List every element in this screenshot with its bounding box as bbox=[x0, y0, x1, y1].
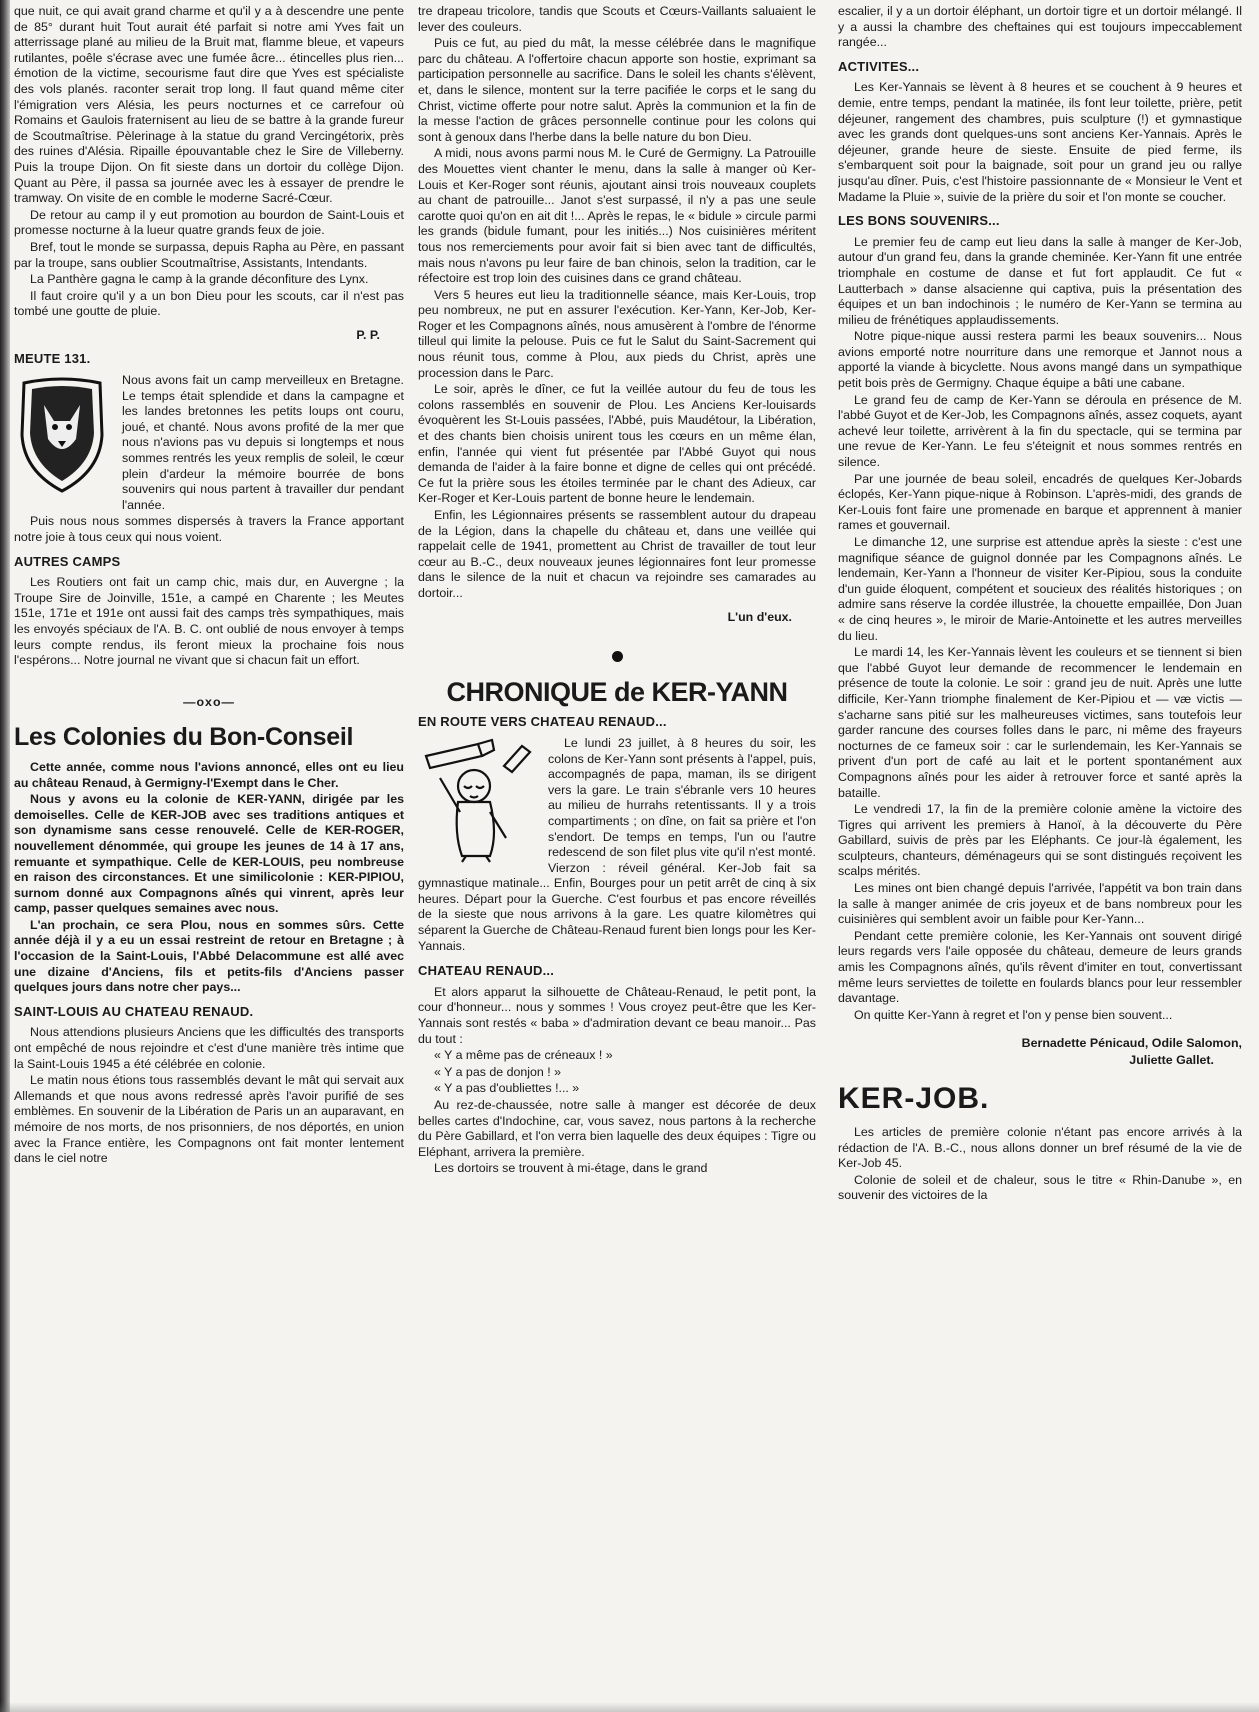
paragraph: Les articles de première colonie n'étant pas encore arrivés à la rédaction de l'A. B.-C., nous allons donner un bref résumé de la vie de Ker-Job 45. bbox=[838, 1125, 1242, 1171]
signature-line: Juliette Gallet. bbox=[1129, 1053, 1214, 1068]
paragraph: A midi, nous avons parmi nous M. le Curé de Germigny. La Patrouille des Mouettes vient chanter le menu, dans la salle à manger où Ker-Louis et Ker-Roger sont réunis, ajoutant ainsi trois nouveaux couplets au chant de patrouille... Janot s'est surpassé, il n'y a pas une seule carotte quoi qu'on en ait dit !... Après le repas, le « bidule » circule parmi les grands (bidule fumant, pour les initiés...) Nos cuisinières méritent tous nos remerciements pour avoir fait si bien avec tant de difficultés, mais nous n'avons pu leur faire de ban chinois, selon la tradition, car le réfectoire est trop loin des cuisines dans ce grand château. bbox=[418, 146, 816, 286]
paragraph: Les Routiers ont fait un camp chic, mais dur, en Auvergne ; la Troupe Sire de Joinville, 151e, a campé en Charente ; les Meutes 151e, 171e et 191e ont aussi fait des camps très sympathiques, mais les envoyés spéciaux de l'A. B. C. ont oublié de nous envoyer à temps leurs compte rendus, ils feront mieux la prochaine fois nous l'espérons... Notre journal ne vivant que si chacun fait un effort. bbox=[14, 575, 404, 668]
paragraph: Nous attendions plusieurs Anciens que les difficultés des transports ont empêché de nous rejoindre et c'est d'une manière très intime que la Saint-Louis 1945 a été célébrée en colonie. bbox=[14, 1025, 404, 1071]
paragraph: Le vendredi 17, la fin de la première colonie amène la victoire des Tigres qui arrivent les premiers à Hanoï, à la découverte du Père Gabillard, suivis de près par les Eléphants. Ce jour-là également, les sculpteurs, chanteurs, déménageurs qui se sont distingués reçoivent les scalps mérités. bbox=[838, 802, 1242, 879]
paragraph: Vers 5 heures eut lieu la traditionnelle séance, mais Ker-Louis, trop peu nombreux, ne put en assurer l'exécution. Ker-Yann, Ker-Job, Ker-Roger et les Compagnons aînés, nous amusèrent à l'ombre de l'énorme tilleul qui limite la pelouse. Puis ce fut le Salut du Saint-Sacrement qui nous réunit tous, comme à Plou, aux pieds du Christ, après une procession dans le Parc. bbox=[418, 287, 816, 380]
dot-icon bbox=[612, 651, 623, 662]
bullet-separator bbox=[418, 651, 816, 667]
paragraph: escalier, il y a un dortoir éléphant, un dortoir tigre et un dortoir mélangé. Il y a aussi la chambre des cheftaines qui est toujours impeccablement rangée... bbox=[838, 4, 1242, 50]
paragraph: Le grand feu de camp de Ker-Yann se déroula en présence de M. l'abbé Guyot et de Ker-Job, les Compagnons aînés, assez coquets, ayant achevé leur toilette, arrivèrent à la fin du spectacle, qui se termina par une revue de Ker-Yann. Le feu s'éteignit et nous sommes rentrés en silence. bbox=[838, 392, 1242, 470]
meute-article bbox=[14, 373, 404, 514]
column-3 bbox=[838, 4, 1242, 1704]
paragraph: Cette année, comme nous l'avions annoncé, elles ont eu lieu au château Renaud, à Germigny-l'Exempt dans le Cher. bbox=[14, 759, 404, 790]
article-title-ker-job: KER-JOB. bbox=[838, 1082, 990, 1116]
section-heading-saint-louis: SAINT-LOUIS AU CHATEAU RENAUD. bbox=[14, 1003, 254, 1019]
article-title-colonies: Les Colonies du Bon-Conseil bbox=[14, 723, 354, 752]
paragraph: que nuit, ce qui avait grand charme et qu'il y a à descendre une pente de 85° durant huit Tout aurait été parfait si notre ami Yves fait un atterrissage plané au milieu de la Bruit mat, flamme bleue, et vapeurs rutilantes, poêle s'écrase avec une fumée âcre... étincelles plus rien... émotion de la victime, secourisme faut dire que Yves est spécialiste des vols planés. raconter serait trop long. Il faut quand même citer l'émigration vers Alésia, les peurs nocturnes et ce carrefour où Romains et Gaulois fraternisent au lieu de se battre à la grande fureur de Scoutmaîtrise. Pèlerinage à la statue du grand Vercingétorix, près des ruines d'Alésia. Ripaille épouvantable chez le Sire de Villeberny. Puis la troupe Dijon. On fit sieste dans un dortoir du collège Dijon. Quant au Père, il passa sa journée avec les à essayer de prendre le tramway. On visite de en comble le moderne Sacré-Cœur. bbox=[14, 4, 404, 206]
section-heading-bons-souvenirs: LES BONS SOUVENIRS... bbox=[838, 213, 1000, 229]
paragraph: Enfin, les Légionnaires présents se rassemblent autour du drapeau de la Légion, dans la chapelle du château et, dans une veillée qui rappelait celle de 1941, promettent au Christ de travailler de tout leur cœur au B.-C., deux nouveaux jeunes légionnaires font leur promesse dans le silence de la nuit et chacun va rejoindre ses camarades au dortoir... bbox=[418, 508, 816, 600]
scan-bottom-shadow bbox=[0, 1702, 1259, 1712]
paragraph: On quitte Ker-Yann à regret et l'on y pense bien souvent... bbox=[854, 1007, 1173, 1022]
paragraph: Pendant cette première colonie, les Ker-Yannais ont souvent dirigé leurs regards vers l'aile opposée du château, demeure de leurs grands amis les Compagnons aînés, qu'ils rêvent d'imiter en tout, convertissant même leurs serviettes de toilette en foulards blancs pour leur ressembler davantage. bbox=[838, 928, 1242, 1006]
signature: L'un d'eux. bbox=[727, 609, 792, 624]
quote: « Y a pas d'oubliettes !... » bbox=[434, 1081, 580, 1096]
separator: —oxo— bbox=[183, 694, 235, 709]
paragraph: Les mines ont bien changé depuis l'arrivée, l'appétit va bon train dans la salle à manger animée de cris joyeux et de bans nombreux pour les cuisinières qui semblent avoir un faible pour Ker-Yann... bbox=[838, 881, 1242, 927]
paragraph: Puis ce fut, au pied du mât, la messe célébrée dans le magnifique parc du château. A l'offertoire chacun apporte son hostie, exprimant sa participation personnelle au sacrifice. Dans le soleil les chants s'élèvent, et, dans le silence, montent sur la terre pacifiée le corps et le sang du Christ, victime offerte pour notre salut. Après la communion et la fin de la messe l'action de grâces personnelle continue pour les colons qui sont à genoux dans l'herbe dans la belle nature du bon Dieu. bbox=[418, 36, 816, 144]
paragraph: Notre pique-nique aussi restera parmi les beaux souvenirs... Nous avions emporté notre nourriture dans une remorque et Jannot nous a apporté la viande à bicyclette. Nous avons mangé dans un sympathique petit bois près de Germigny. Chaque équipe a bâti une cabane. bbox=[838, 329, 1242, 391]
wolf-crest-emblem bbox=[14, 375, 110, 500]
paragraph: Bref, tout le monde se surpassa, depuis Rapha au Père, en passant par la troupe, sans oublier Scoutmaîtrise, Assistants, Intendants. bbox=[14, 239, 404, 270]
quote: « Y a même pas de créneaux ! » bbox=[434, 1048, 613, 1063]
section-heading-chateau: CHATEAU RENAUD... bbox=[418, 963, 555, 979]
paragraph: Le mardi 14, les Ker-Yannais lèvent les couleurs et se tiennent si bien que l'abbé Guyot leur demande de recommencer le lendemain en présence de toute la colonie. Le soir : grand jeu de nuit. Après une lutte difficile, Ker-Yann triomphe finalement de Ker-Pipiou et — væ victis — s'acharne sans pitié sur les malheureuses victimes, sans toutefois leur garder rancune des courses folles dans le parc, ni même des frayeurs nocturnes de ce fameux soir : car le surlendemain, les Ker-Yannais se privent d'un port de café au lait et le portent spontanément aux Compagnons aînés pour les aider à retrouver force et santé après la bataille. bbox=[838, 645, 1242, 800]
paragraph: De retour au camp il y eut promotion au bourdon de Saint-Louis et promesse nocturne à la lueur quatre grands feux de joie. bbox=[14, 207, 404, 238]
route-article bbox=[418, 736, 816, 955]
paragraph: Colonie de soleil et de chaleur, sous le titre « Rhin-Danube », en souvenir des victoires de la bbox=[838, 1172, 1242, 1203]
paragraph: Le soir, après le dîner, ce fut la veillée autour du feu de tous les colons rassemblés en souvenir de Plou. Les Anciens Ker-louisards évoquèrent les St-Louis passées, l'Abbé, puis Maudétour, la Libération, et des chants bien choisis unirent tous les cœurs en un même élan, enfin, l'année qui vient fut présentée par l'Abbé Guyot qui nous demanda de l'aider à la faire bonne et digne de celles qui ont précédé. Ce fut la prière sous les étoiles terminée par le chant des Adieux, car Ker-Roger et Ker-Louis partent de bonne heure le lendemain. bbox=[418, 382, 816, 506]
section-heading-route: EN ROUTE VERS CHATEAU RENAUD... bbox=[418, 714, 667, 730]
signature-line: Bernadette Pénicaud, Odile Salomon, bbox=[1021, 1036, 1242, 1051]
paragraph: Le dimanche 12, une surprise est attendue après la sieste : c'est une magnifique séance de guignol donnée par les Compagnons aînés. Le lendemain, Ker-Yann a l'honneur de visiter Ker-Pipiou, sous la conduite d'un guide éloquent, compétent et soucieux des réalités historiques ; on admire sans réserve la cordée illustrée, la chouette empaillée, Don Juan « de cinq heures », le miroir de Marie-Antoinette et les autres merveilles du lieu. bbox=[838, 535, 1242, 643]
signature-block bbox=[838, 1035, 1242, 1069]
paragraph: Et alors apparut la silhouette de Château-Renaud, le petit pont, la cour d'honneur... nous y sommes ! Vous croyez peut-être que les Ker-Yannais sont restés « baba » d'admiration devant ce beau manoir... Pas du tout : bbox=[418, 984, 816, 1046]
paragraph: La Panthère gagna le camp à la grande déconfiture des Lynx. bbox=[30, 272, 369, 287]
paragraph: Le lundi 23 juillet, à 8 heures du soir, les colons de Ker-Yann sont présents à l'appel, puis, accompagnés de papa, maman, ils se dirigent vers la gare. Le train s'ébranle vers 10 heures au milieu de hurrahs retentissants. Il y a trois compartiments ; on dîne, on fait sa prière et l'on s'endort. De temps en temps, l'un ou l'autre redescend de son filet plus vite qu'il n'est monté. Vierzon : réveil général. Ker-Job fait sa gymnastique matinale... Enfin, Bourges pour un petit arrêt de cinq à six heures. Départ pour la Guerche. C'est fourbus et pas encore réveillés de la sieste que nous arrivons à la gare. Les quatre kilomètres qui séparent la Guerche de Château-Renaud furent bien longs pour les Ker-Yannais. bbox=[418, 735, 816, 953]
column-1 bbox=[14, 4, 404, 1704]
boy-with-bottle-illustration bbox=[418, 738, 536, 869]
paragraph: Nous avons fait un camp merveilleux en Bretagne. Le temps était splendide et dans la campagne et les landes bretonnes les petits loups ont couru, joué, et chanté. Nous avons profité de la mer que nous n'avions pas vu depuis si longtemps et nous sommes rentrés les yeux remplis de soleil, le cœur plein d'ardeur la mémoire bourrée de bons souvenirs qui nous partent à travailler dur pendant l'année. bbox=[122, 373, 404, 512]
section-heading-meute: MEUTE 131. bbox=[14, 351, 91, 367]
section-heading-autres-camps: AUTRES CAMPS bbox=[14, 553, 121, 569]
section-heading-activites: ACTIVITES... bbox=[838, 58, 920, 74]
paragraph: Par une journée de beau soleil, encadrés de quelques Ker-Jobards éclopés, Ker-Yann pique-nique à Robinson. L'après-midi, des grands de Ker-Louis font faire une promenade en barque et apprennent à manier rames et gouvernail. bbox=[838, 471, 1242, 533]
article-title-chronique: CHRONIQUE de KER-YANN bbox=[446, 676, 788, 707]
paragraph: Le matin nous étions tous rassemblés devant le mât qui servait aux Allemands et que nous avons redressé après l'avoir purifié de ses emblèmes. En souvenir de la Libération de Paris un an auparavant, en mémoire de nos morts, de nos prisonniers, de nos déportés, en union avec la France entière, les Compagnons ont fait monter lentement dans le ciel notre bbox=[14, 1073, 404, 1166]
paragraph: tre drapeau tricolore, tandis que Scouts et Cœurs-Vaillants saluaient le lever des couleurs. bbox=[418, 4, 816, 34]
paragraph: Les dortoirs se trouvent à mi-étage, dans le grand bbox=[434, 1161, 708, 1176]
paragraph: Le premier feu de camp eut lieu dans la salle à manger de Ker-Job, autour d'un grand feu, dans la grande cheminée. Ker-Yann fit une entrée triomphale en costume de danse et fut fort applaudit. Ce fut « Lautterbach » danse alsacienne qui captiva, puis la présentation des équipes et un ban indochinois ; le numéro de Ker-Yann se termina au milieu de frénétiques applaudissements. bbox=[838, 234, 1242, 327]
scan-edge-shadow bbox=[0, 0, 10, 1712]
paragraph: Au rez-de-chaussée, notre salle à manger est décorée de deux belles cartes d'Indochine, car, vous savez, nous partons à la recherche du Père Gabillard, et l'on verra bien laquelle des deux équipes : Tigre ou Eléphant, arrivera la première. bbox=[418, 1098, 816, 1159]
paragraph: Nous y avons eu la colonie de KER-YANN, dirigée par les demoiselles. Celle de KER-JOB avec ses traditions antiques et son dynamisme sans cesse renouvelé. Celle de KER-ROGER, nouvellement dénommée, qui groupe les jeunes de 14 à 17 ans, remuante et sympathique. Celle de KER-LOUIS, peu nombreuse en raison des circonstances. Et une similicolonie : KER-PIPIOU, surnom donné aux Compagnons aînés qui vinrent, après leur camp, passer quelques semaines avec nous. bbox=[14, 792, 404, 916]
paragraph: L'an prochain, ce sera Plou, nous en sommes sûrs. Cette année déjà il y a eu un essai restreint de retour en Bretagne ; à l'occasion de la Saint-Louis, l'Abbé Delacommune est allé avec une dizaine d'Anciens, fils et petits-fils d'Anciens passer quelques jours dans notre cher pays... bbox=[14, 917, 404, 995]
paragraph: Puis nous nous sommes dispersés à travers la France apportant notre joie à tous ceux qui nous voient. bbox=[14, 514, 404, 544]
quote: « Y a pas de donjon ! » bbox=[434, 1064, 561, 1079]
paragraph: Il faut croire qu'il y a un bon Dieu pour les scouts, car il n'est pas tombé une goutte de pluie. bbox=[14, 288, 404, 319]
signature: P. P. bbox=[356, 327, 380, 342]
paragraph: Les Ker-Yannais se lèvent à 8 heures et se couchent à 9 heures et demie, entre temps, pendant la matinée, ils font leur toilette, prière, petit déjeuner, rangement des chambres, puis sculpture (!) et gymnastique avec les grands dont quelques-uns sont anciens Ker-Yannais. Après le déjeuner, grande heure de sieste. Ensuite de pied ferme, ils s'embarquent soit pour la baignade, soit pour un grand jeu ou rallye jusqu'au dîner. Puis, c'est l'histoire passionnante de « Monsieur le Vent et Madame la Pluie », suivie de la prière du soir et l'on monte se coucher. bbox=[838, 80, 1242, 204]
column-2 bbox=[418, 4, 816, 1704]
